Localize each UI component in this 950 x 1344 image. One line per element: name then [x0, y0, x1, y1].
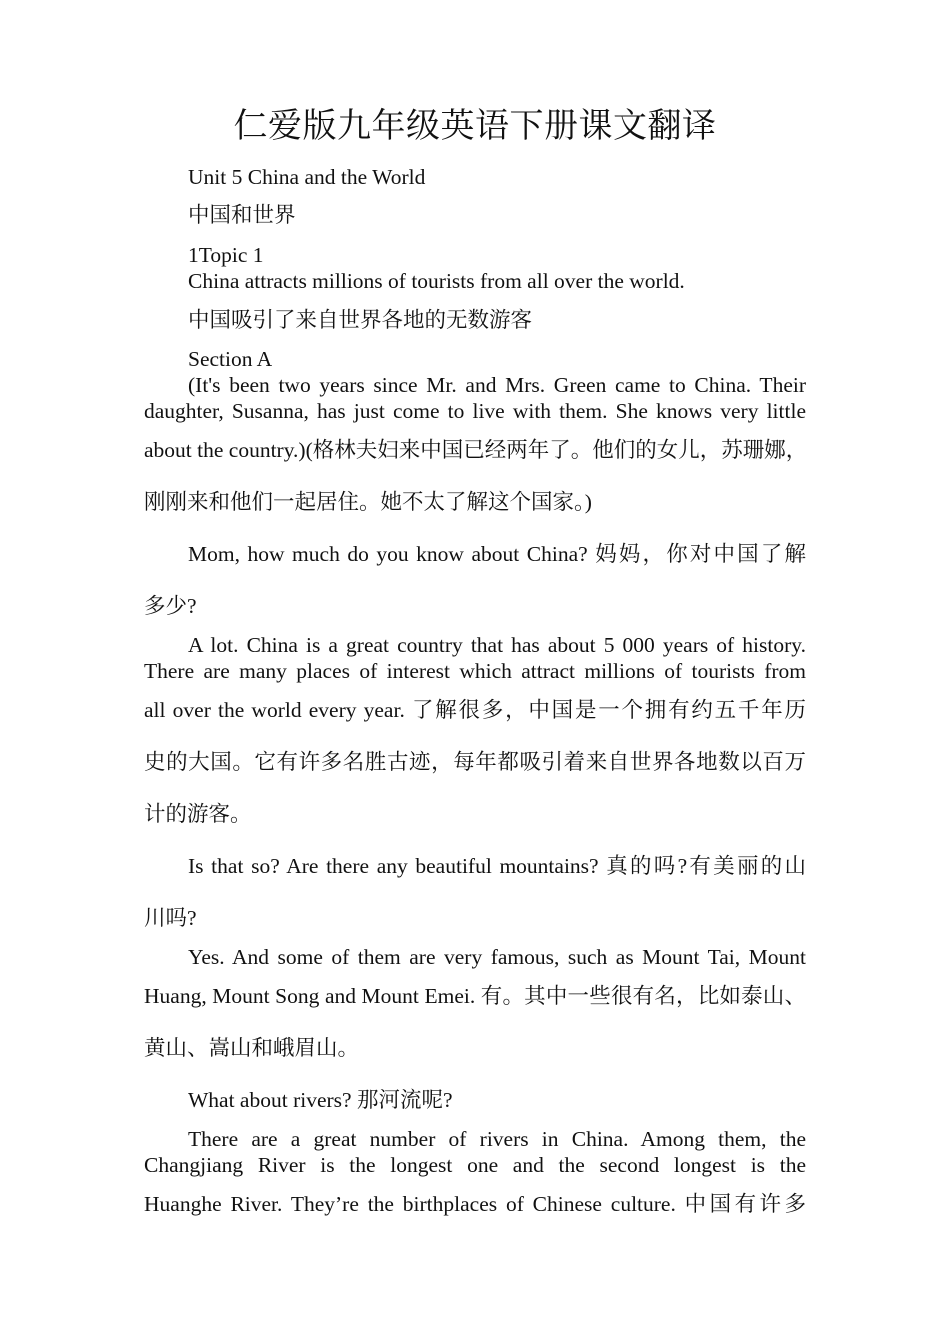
- text-line: 计的游客。: [144, 802, 252, 826]
- text-line: There are a great number of rivers in China. Among them, the: [188, 1127, 806, 1151]
- text-line: 史的大国。它有许多名胜古迹，每年都吸引着来自世界各地数以百万: [144, 750, 806, 774]
- text-line: There are many places of interest which attract millions of tourists from: [144, 659, 806, 683]
- text-line: 刚刚来和他们一起居住。她不太了解这个国家。): [144, 490, 592, 514]
- text-line: about the country.)(格林夫妇来中国已经两年了。他们的女儿，苏珊娜，: [144, 438, 808, 462]
- text-line: (It's been two years since Mr. and Mrs. Green came to China. Their: [188, 373, 806, 397]
- text-line: A lot. China is a great country that has about 5 000 years of history.: [188, 633, 806, 657]
- text-line: Changjiang River is the longest one and the second longest is the: [144, 1153, 806, 1177]
- text-line: Huang, Mount Song and Mount Emei. 有。其中一些很有名，比如泰山、: [144, 984, 806, 1008]
- text-line: What about rivers? 那河流呢?: [188, 1088, 453, 1112]
- section-label: Section A: [188, 347, 273, 371]
- document-title: 仁爱版九年级英语下册课文翻译: [233, 108, 717, 145]
- text-line: daughter, Susanna, has just come to live with them. She knows very little: [144, 399, 806, 423]
- topic-title-cn: 中国吸引了来自世界各地的无数游客: [188, 308, 533, 332]
- text-line: 黄山、嵩山和峨眉山。: [144, 1036, 360, 1060]
- text-line: Mom, how much do you know about China? 妈妈，你对中国了解: [188, 542, 806, 566]
- topic-title: China attracts millions of tourists from all over the world.: [188, 269, 685, 293]
- text-line: Huanghe River. They’re the birthplaces of Chinese culture. 中国有许多: [144, 1192, 806, 1216]
- unit-title: Unit 5 China and the World: [188, 165, 426, 189]
- text-line: 多少?: [144, 594, 197, 618]
- unit-title-cn: 中国和世界: [188, 203, 296, 227]
- text-line: all over the world every year. 了解很多，中国是一个拥有约五千年历: [144, 698, 806, 722]
- text-line: Is that so? Are there any beautiful mountains? 真的吗?有美丽的山: [188, 854, 806, 878]
- text-line: Yes. And some of them are very famous, such as Mount Tai, Mount: [188, 945, 806, 969]
- topic-label: 1Topic 1: [188, 243, 264, 267]
- text-line: 川吗?: [144, 906, 197, 930]
